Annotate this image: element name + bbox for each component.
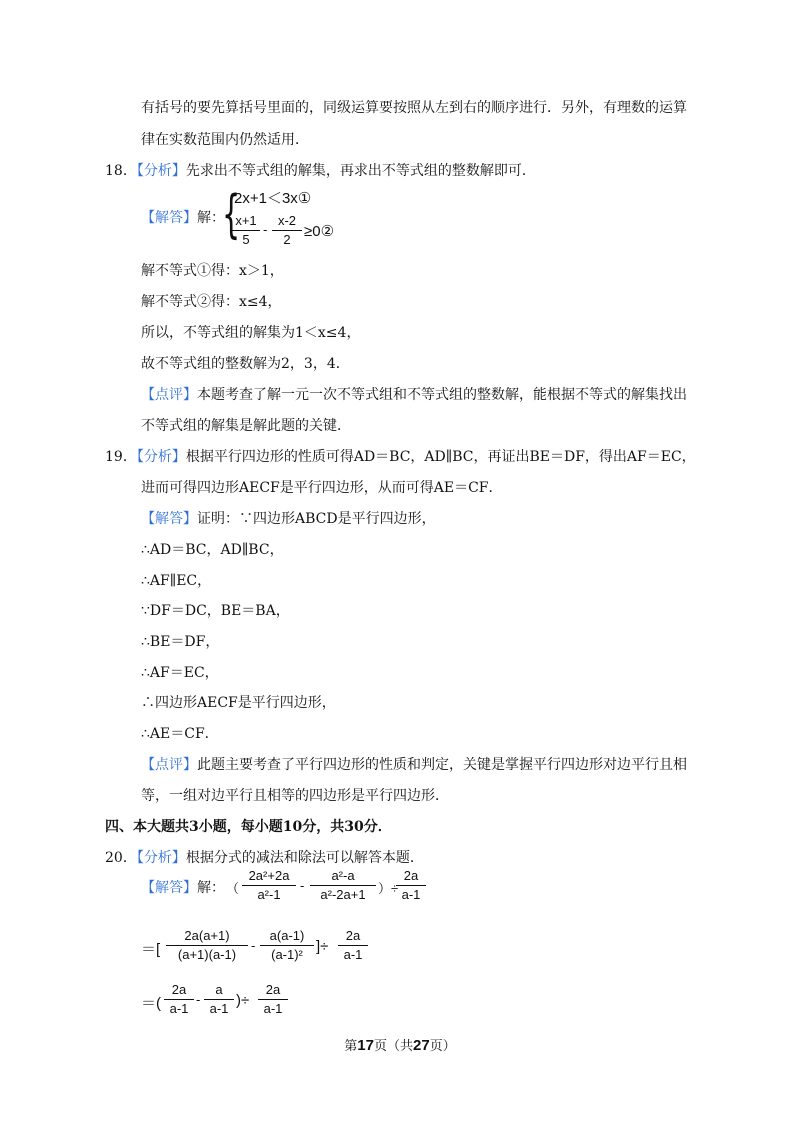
question-19-comment <box>141 755 687 775</box>
tag-answer: 【解答】 <box>141 511 197 527</box>
numerator: x+1 <box>235 213 257 228</box>
equals-paren: ＝( <box>141 995 161 1012</box>
question-18-comment <box>141 385 687 405</box>
comment-text: 本题考查了解一元一次不等式组和不等式组的整数解，能根据不等式的解集找出 <box>197 387 687 403</box>
denominator: a²-1 <box>257 887 281 902</box>
denominator: a-1 <box>169 1001 189 1016</box>
proof-step: ∴AF∥EC， <box>141 573 212 589</box>
question-20-analysis <box>105 848 424 868</box>
denominator: a-1 <box>401 887 421 902</box>
tag-answer: 【解答】 <box>141 880 197 896</box>
page-footer <box>0 1035 800 1054</box>
comment-text: 不等式组的解集是解此题的关键． <box>141 418 351 434</box>
tag-analysis: 【分析】 <box>136 449 186 465</box>
proof-step: ∵DF＝DC，BE＝BA， <box>141 603 290 619</box>
paren-open: （ <box>226 881 240 896</box>
fraction <box>260 928 314 963</box>
footer-mid: 页（共 <box>373 1039 413 1054</box>
equals-bracket: ＝[ <box>141 941 161 958</box>
text-line: 律在实数范围内仍然适用． <box>141 132 309 148</box>
comment-text: 此题主要考查了平行四边形的性质和判定，关键是掌握平行四边形对边平行且相 <box>197 757 687 773</box>
numerator: a(a-1) <box>269 928 305 943</box>
numerator: a²-a <box>331 868 355 883</box>
tag-comment: 【点评】 <box>141 757 197 773</box>
denominator: a-1 <box>263 1001 283 1016</box>
denominator: (a+1)(a-1) <box>177 947 237 962</box>
tag-analysis: 【分析】 <box>136 850 186 866</box>
denominator: a-1 <box>343 947 363 962</box>
analysis-text: 先求出不等式组的解集，再求出不等式组的整数解即可． <box>185 163 536 179</box>
numerator: 2a <box>171 982 187 997</box>
numerator: 2a <box>403 868 419 883</box>
question-18-answer-label <box>141 208 225 228</box>
minus-sign: - <box>300 878 305 893</box>
inequality-2-tail: ≥0② <box>304 223 335 240</box>
numerator: a <box>215 982 223 997</box>
total-pages: 27 <box>413 1037 430 1054</box>
minus-sign: - <box>196 992 201 1007</box>
numerator: x-2 <box>277 213 297 228</box>
proof-step: ∴AD＝BC，AD∥BC， <box>141 542 284 558</box>
proof-step: ∴AE＝CF． <box>141 726 219 742</box>
question-20-answer-label <box>141 878 225 898</box>
comment-text: 等，一组对边平行且相等的四边形是平行四边形． <box>141 788 449 804</box>
footer-suffix: 页） <box>429 1039 456 1054</box>
solution-step: 解不等式①得：x＞1， <box>141 263 284 279</box>
proof-step: ∴AF＝EC， <box>141 665 219 681</box>
text-line: 有括号的要先算括号里面的，同级运算要按照从左到右的顺序进行．另外，有理数的运算 <box>141 100 687 116</box>
denominator: a-1 <box>209 1001 229 1016</box>
fraction <box>204 982 234 1017</box>
fraction <box>396 868 426 903</box>
solution-step: 故不等式组的整数解为2，3，4． <box>141 356 350 372</box>
paren-close-divide: )÷ <box>236 992 250 1009</box>
answer-prefix: 解： <box>197 880 225 896</box>
system-brace: { <box>222 185 241 245</box>
question-number: 18． <box>105 163 137 179</box>
tag-answer: 【解答】 <box>141 210 197 226</box>
analysis-text: 根据分式的减法和除法可以解答本题． <box>185 850 424 866</box>
numerator: 2a²+2a <box>248 868 290 883</box>
solution-step: 解不等式②得：x≤4， <box>141 294 282 310</box>
question-18-analysis <box>105 161 536 181</box>
page-number: 17 <box>357 1037 374 1054</box>
question-number: 20． <box>105 850 137 866</box>
analysis-text: 根据平行四边形的性质可得AD＝BC，AD∥BC，再证出BE＝DF，得出AF＝EC， <box>185 449 696 465</box>
proof-step: ∴四边形AECF是平行四边形， <box>141 695 336 711</box>
analysis-text: 进而可得四边形AECF是平行四边形，从而可得AE＝CF． <box>141 480 503 496</box>
minus-sign: - <box>251 938 256 953</box>
fraction <box>164 982 194 1017</box>
fraction <box>310 868 376 903</box>
numerator: 2a <box>345 928 361 943</box>
fraction <box>338 928 368 963</box>
minus-sign: - <box>263 222 268 237</box>
bracket-close-divide: ]÷ <box>316 938 329 955</box>
proof-text: 证明：∵四边形ABCD是平行四边形， <box>197 511 436 527</box>
fraction <box>258 982 288 1017</box>
denominator: a²-2a+1 <box>320 887 366 902</box>
fraction <box>242 868 296 903</box>
numerator: 2a(a+1) <box>184 928 230 943</box>
section-heading: 四、本大题共3小题，每小题10分，共30分． <box>105 819 392 835</box>
footer-prefix: 第 <box>344 1039 358 1054</box>
inequality-1: 2x+1＜3x① <box>234 190 312 207</box>
numerator: 2a <box>265 982 281 997</box>
question-19-proof <box>141 509 436 529</box>
fraction <box>166 928 248 963</box>
question-number: 19． <box>105 449 137 465</box>
denominator: 5 <box>242 232 250 247</box>
denominator: 2 <box>283 232 291 247</box>
solution-step: 所以，不等式组的解集为1＜x≤4， <box>141 325 361 341</box>
paren-close-divide: ）÷ <box>378 881 399 896</box>
proof-step: ∴BE＝DF， <box>141 634 220 650</box>
tag-analysis: 【分析】 <box>136 163 186 179</box>
fraction <box>232 213 260 248</box>
tag-comment: 【点评】 <box>141 387 197 403</box>
denominator: (a-1)² <box>271 947 303 962</box>
question-19-analysis <box>105 447 696 467</box>
fraction <box>272 213 302 248</box>
answer-prefix: 解： <box>197 210 225 226</box>
